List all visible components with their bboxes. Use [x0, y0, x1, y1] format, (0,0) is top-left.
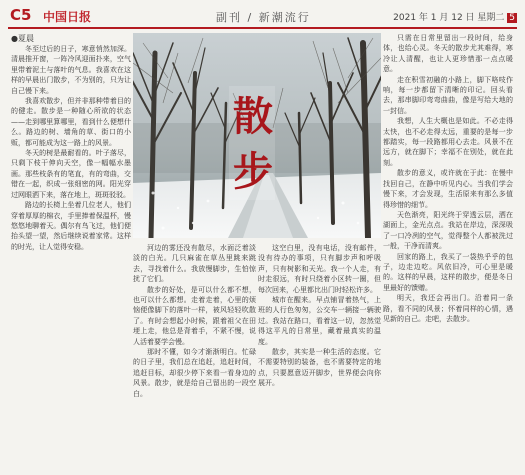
page-header: [0, 0, 525, 30]
author-byline: ●夏晨: [11, 34, 34, 43]
newspaper-name: 中国日报: [43, 10, 92, 24]
issue-date: [393, 10, 517, 23]
text-column-3: [258, 243, 381, 469]
paragraph: 明天，我还会再出门。沿着同一条路，看不同的风景；怀着同样的心情，遇见新的自己。走吧，去散步。: [383, 294, 513, 323]
paragraph: 这空白里，没有电话，没有邮件，没有待办的事项，只有脚步声和呼吸声，只有树影和天光。我一个人走，有时走很远，有时只绕着小区转一圈，但每次回来，心里都比出门时轻松许多。: [258, 244, 381, 294]
paragraph: 城市在醒来。早点铺冒着热气，上班的人行色匆匆，公交车一辆接一辆驶过。我站在路口，看着这一切，忽然觉得这平凡的日常里，藏着最真实的温度。: [258, 296, 381, 346]
paragraph: 河边的雾还没有散尽，水面泛着淡淡的白光。几只麻雀在草丛里跳来跳去，寻找着什么。我放慢脚步，生怕惊扰了它们。: [133, 244, 256, 284]
text-column-4: [383, 33, 513, 469]
paragraph: 散步，其实是一种生活的态度。它不需要特别的装备，也不需要特定的地点，只要愿意迈开脚步，世界便会向你展开。: [258, 348, 381, 388]
paragraph: 回家的路上，我买了一袋热乎乎的包子，边走边吃。风依旧冷，可心里是暖的。这样的早晨，这样的散步，便是冬日里最好的馈赠。: [383, 252, 513, 292]
article-title-char-2: 步: [233, 148, 273, 195]
text-column-2: [133, 243, 256, 469]
text-column-1: [11, 44, 131, 469]
paragraph: 只需在日常里留出一段时间，给身体，也给心灵。冬天的散步尤其难得，寒冷让人清醒，也让人更珍惜那一点点暖意。: [383, 34, 513, 74]
paragraph: 我想，人生大概也是如此。不必走得太快，也不必走得太远，重要的是每一步都踏实，每一段路都用心去走。风景不在远方，就在脚下；幸福不在别处，就在此刻。: [383, 117, 513, 167]
page-number-badge: 5: [509, 13, 515, 23]
paragraph: 走在积雪初融的小路上，脚下咯吱作响，每一步都留下清晰的印记。回头看去，那串脚印弯弯曲曲，像是写给大地的一封信。: [383, 75, 513, 115]
paragraph: 冬至过后的日子，寒意悄然加深。清晨推开窗，一阵冷风迎面扑来，空气里带着泥土与落叶的气息。我喜欢在这样的早晨出门散步，不为别的，只为让自己慢下来。: [11, 45, 131, 95]
paragraph: 我喜欢散步，但并非那种带着目的的健走。散步是一种随心所欲的状态——走到哪里算哪里，看到什么便想什么。路边的树、墙角的草、街口的小贩，都可能成为这一路上的风景。: [11, 97, 131, 147]
date-text: 2021 年 1 月 12 日 星期二: [393, 13, 505, 23]
paragraph: 散步的好处，是可以什么都不想，也可以什么都想。走着走着，心里的烦恼便像脚下的落叶一样，被风轻轻吹散了。有时会想起小时候，跟着祖父在田埂上走，他总是背着手，不紧不慢，说人活着要学会慢。: [133, 285, 256, 346]
paragraph: 那时不懂，如今才渐渐明白。忙碌的日子里，我们总在追赶，追赶时间，追赶目标，却很少停下来看一看身边的风景。散步，就是给自己留出的一段空白。: [133, 348, 256, 398]
paragraph: 路边的长椅上坐着几位老人，他们穿着厚厚的棉衣，手里捧着保温杯，慢悠悠地聊着天。偶尔有鸟飞过，他们便抬头望一望，然后继续说着家常。这样的时光，让人觉得安稳。: [11, 201, 131, 251]
header-rule: [8, 27, 517, 29]
column-title: 副刊 / 新潮流行: [216, 11, 311, 24]
paragraph: 天色渐亮，阳光终于穿透云层，洒在湖面上，金光点点。我站在岸边，深深吸了一口冷冽的空气，觉得整个人都被洗过一般，干净而清爽。: [383, 210, 513, 251]
paragraph: 散步的意义，或许就在于此：在慢中找回自己，在静中听见内心。当我们学会慢下来，才会发现，生活原来有那么多值得珍惜的细节。: [383, 169, 513, 209]
article-title-char-1: 散: [233, 93, 273, 140]
paragraph: 冬天的树是最耐看的。叶子落尽，只剩下枝干伸向天空，像一幅幅水墨画。那些枝条有的笔直，有的弯曲，交错在一起，织成一张细密的网。阳光穿过网眼洒下来，落在地上，斑斑驳驳。: [11, 149, 131, 199]
section-number: C5: [10, 6, 32, 24]
